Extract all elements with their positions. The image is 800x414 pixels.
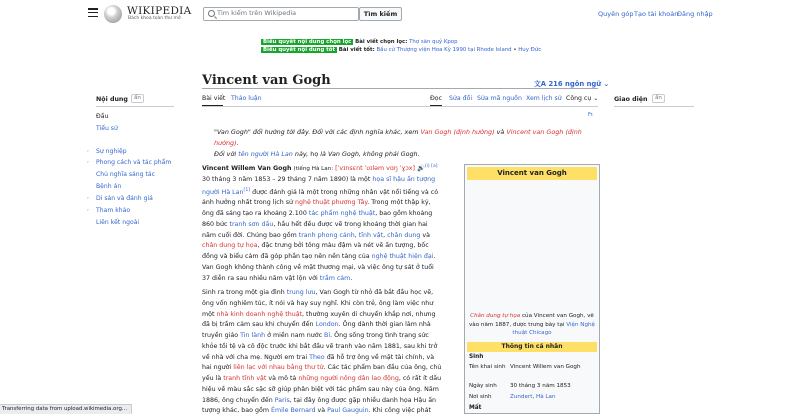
page-title: Vincent van Gogh [202, 73, 331, 88]
hatnote-link[interactable]: tên người Hà Lan [238, 150, 293, 158]
lead-link[interactable]: tác phẩm nghệ thuật [308, 210, 376, 218]
lead-line: đồng và biểu cảm đã góp phần tạo nên nền tảng của nghệ thuật hiện đại. [202, 253, 436, 261]
infobox-birth-section: Sinh [469, 354, 484, 360]
body-text: và mô tả [268, 375, 297, 382]
body-text: hiệu về màu sắc sặc sỡ giúp phân biệt với tác phẩm sau này của ông. Năm [202, 385, 439, 393]
tab-article[interactable]: Bài viết [202, 95, 226, 102]
body-link[interactable]: London [315, 321, 339, 329]
infobox-value: 30 tháng 3 năm 1853 [510, 383, 571, 389]
body-text: đã hỗ trợ ông về mặt tài chính, và [326, 353, 435, 361]
lead-text: và [422, 231, 430, 239]
body-text: Sinh ra trong một gia đình [202, 289, 285, 296]
lead-link[interactable]: trầm cảm [319, 274, 351, 282]
lead-text: 860 bức [202, 220, 228, 228]
hatnote-text: Đối với [214, 150, 237, 158]
infobox-portrait-image[interactable] [495, 185, 569, 273]
lead-link[interactable]: nghệ thuật hiện đại [371, 253, 434, 261]
toc-item-external-links[interactable]: Liên kết ngoài [96, 219, 140, 226]
good-article-link-1[interactable]: Bầu cử Thượng viện Hoa Kỳ 1990 tại Rhode Island [376, 47, 512, 53]
lead-line [202, 198, 462, 209]
country-link[interactable]: Hà Lan [535, 394, 556, 400]
lead-paragraph [202, 162, 462, 284]
body-line [202, 331, 462, 342]
body-text: truyền giáo [202, 332, 239, 339]
wikipedia-tagline: Bách khoa toàn thư mở [128, 16, 181, 21]
chevron-right-icon[interactable]: › [87, 196, 89, 201]
featured-vote-badge[interactable]: Biểu quyết nội dung chọn lọc [263, 39, 352, 45]
lead-text: ảnh hưởng nhất trong lịch sử [202, 199, 293, 207]
chevron-right-icon[interactable]: › [87, 208, 89, 213]
infobox-caption [467, 312, 597, 338]
language-count: 216 ngôn ngữ [548, 80, 602, 88]
body-text: về nhà với cha mẹ. Người em trai [202, 353, 308, 361]
tab-edit[interactable]: Sửa đổi [449, 95, 473, 102]
lead-text: ông đã sáng tạo ra khoảng 2.100 [202, 210, 307, 218]
body-text: hai người [202, 364, 232, 372]
wikipedia-wordmark[interactable]: WIKIPEDIA [127, 5, 192, 17]
infobox-section-header: Thông tin cá nhân [467, 342, 597, 352]
body-text: , Van Gogh từ nhỏ đã bắt đầu học vẽ, [315, 289, 434, 296]
body-text: và [317, 407, 326, 414]
search-input[interactable] [217, 9, 357, 17]
body-line [202, 406, 462, 414]
lead-line [202, 220, 462, 231]
lead-text: 37 diễn ra sau nhiều năm vật lộn với [202, 274, 318, 282]
body-text: . Ông sống trong tình trạng sức [330, 332, 429, 339]
body-text: . Khi công việc phát [368, 407, 431, 414]
good-article-link-2[interactable]: Huy Đức [518, 47, 542, 53]
hatnote-line-1 [214, 127, 582, 138]
lead-line [202, 175, 462, 186]
body-text: đã bị trầm cảm sau khi chuyển đến [202, 321, 314, 329]
hatnote-link[interactable]: hướng) [214, 139, 237, 147]
toc-item-top[interactable]: Đầu [96, 113, 109, 120]
body-text: khỏe tồi tệ và cô độc trước khi bắt đầu vẽ tranh vào năm 1881, sau khi trở [202, 342, 438, 350]
body-line [202, 396, 462, 407]
hatnote-text: và [496, 128, 505, 136]
lead-line [202, 274, 462, 285]
tab-history[interactable]: Xem lịch sử [526, 95, 562, 102]
body-text: . Các tác phẩm ban đầu của ông, chủ [323, 364, 442, 372]
tab-edit-source[interactable]: Sửa mã nguồn [477, 95, 522, 102]
body-text: một [202, 310, 215, 318]
lead-link[interactable]: chân dung tự họa [202, 242, 258, 250]
hatnote-line-3 [214, 149, 420, 160]
chevron-right-icon[interactable]: › [87, 149, 89, 154]
login-link[interactable]: Đăng nhập [677, 10, 713, 18]
body-link[interactable]: Paris [274, 396, 290, 404]
body-paragraph [202, 288, 462, 414]
search-button[interactable]: Tìm kiếm [359, 7, 402, 21]
body-line [202, 374, 462, 385]
toc-item-legacy[interactable]: Di sản và đánh giá [96, 195, 153, 202]
create-account-link[interactable]: Tạo tài khoản [634, 10, 679, 18]
toc-item-references[interactable]: Tham khảo [96, 207, 131, 214]
toc-item-medical[interactable]: Bệnh án [96, 183, 122, 190]
search-box[interactable] [203, 7, 359, 21]
body-line [202, 353, 462, 364]
lead-text: . Trong một thập kỷ, [367, 199, 431, 207]
wikipedia-globe-logo[interactable] [104, 5, 122, 23]
lead-line [202, 186, 462, 199]
caption-text: của Vincent van Gogh, [521, 313, 586, 319]
lead-link[interactable]: người Hà Lan [202, 188, 244, 196]
lead-line [202, 209, 462, 220]
donate-link[interactable]: Quyên góp [598, 10, 634, 18]
ref-link[interactable]: (i) [a] [424, 164, 438, 169]
body-text: , có rất ít dấu [398, 375, 442, 382]
hatnote-link[interactable]: Van Gogh (định hướng) [420, 128, 495, 136]
lead-link[interactable]: nghệ thuật phương Tây [294, 199, 368, 207]
body-link[interactable]: tranh tĩnh vật [223, 375, 267, 382]
hatnote-line-2 [214, 138, 239, 149]
body-line [202, 288, 462, 299]
toc-item-biography[interactable]: Tiểu sử [96, 125, 118, 132]
body-text: , thường xuyên di chuyển khắp nơi, nhưng [302, 310, 436, 318]
lead-line [202, 162, 462, 175]
caption-link[interactable]: Viện [566, 321, 579, 328]
lead-text: năm cuối đời. Chúng bao gồm [202, 231, 297, 239]
featured-article-label: Bài viết chọn lọc: [355, 39, 408, 45]
lead-text: (tiếng Hà Lan: [293, 166, 334, 173]
body-link[interactable]: Paul Gauguin [327, 407, 369, 414]
infobox-value [510, 393, 556, 402]
language-button[interactable] [534, 78, 609, 88]
chevron-right-icon[interactable]: › [87, 160, 89, 165]
tab-read[interactable]: Đọc [430, 95, 442, 102]
separator: , [532, 394, 535, 400]
infobox-title: Vincent van Gogh [467, 167, 597, 180]
infobox-key: Tên khai sinh [469, 364, 506, 370]
toc-heading: Nội dung [96, 96, 128, 103]
hatnote-text: là Van Gogh, không phải Gogh. [320, 150, 420, 158]
hatnote-text: họ [310, 150, 319, 158]
lead-line [202, 241, 462, 252]
body-link[interactable]: nhà kinh doanh nghệ thuật [216, 310, 303, 318]
lead-link[interactable]: tranh phong cảnh [298, 231, 355, 239]
body-text: ông vốn nghiêm túc, ít nói và hay suy nghĩ. Khi còn trẻ, ông làm việc như [202, 299, 434, 307]
body-line [202, 363, 462, 374]
infobox [464, 164, 600, 414]
toc-item-creation[interactable]: Chủ nghĩa sáng tác [96, 171, 155, 178]
lead-line: năm cuối đời. Chúng bao gồm tranh phong cảnh, tĩnh vật, chân dung và [202, 231, 430, 239]
lead-link[interactable]: tranh sơn dầu [229, 220, 274, 228]
separator: • [513, 47, 517, 53]
body-link[interactable]: Émile Bernard [270, 407, 316, 414]
toc-item-career[interactable]: Sự nghiệp [96, 148, 127, 155]
toc-item-style[interactable]: Phong cách và tác phẩm [96, 159, 172, 166]
body-text: tượng khác, bao gồm [202, 407, 269, 414]
lead-link[interactable]: tĩnh vật [358, 231, 384, 239]
lead-text: đồng và biểu cảm đã góp phần tạo nên nền tảng của [202, 253, 370, 261]
main-menu-icon[interactable] [88, 8, 98, 17]
infobox-key: Ngày sinh [469, 383, 497, 389]
body-link[interactable]: Theo [309, 353, 325, 361]
body-text: 1886, ông chuyển đến [202, 396, 273, 404]
appearance-hide-button[interactable]: ẩn [652, 94, 665, 103]
body-text: , tại đây ông được gặp nhiều danh họa Hậu ấn [289, 396, 437, 404]
toc-hide-button[interactable]: ẩn [131, 94, 144, 103]
hatnote-text: này, [294, 150, 309, 158]
body-link[interactable]: liên lạc với nhau bằng thư từ [233, 364, 324, 372]
toc-divider [96, 106, 174, 107]
infobox-death-section: Mất [469, 405, 482, 411]
body-text: ở miền nam nước [267, 332, 323, 339]
chevron-down-icon: ⌄ [593, 95, 599, 102]
hatnote-text: . [236, 139, 239, 147]
infobox-value: Vincent Willem van Gogh [510, 364, 581, 370]
caption-link[interactable]: Chân dung tự họa [470, 313, 521, 319]
tools-label: Công cụ [566, 95, 592, 102]
body-line [202, 310, 462, 321]
caption-text: vẽ vào năm 1887, được trưng bày tại [468, 313, 594, 328]
lead-text: được đánh giá là một trong những nhân vật nổi tiếng và có [252, 188, 439, 196]
appearance-heading: Giao diện [614, 96, 648, 103]
lead-text: Van Gogh không thành công về mặt thương mại, và việc ông tự sát ở tuổi [202, 263, 434, 271]
birthplace-link[interactable]: Zundert [510, 394, 533, 400]
tools-menu[interactable] [566, 95, 598, 102]
body-line [202, 320, 462, 331]
featured-notice-row-2 [261, 46, 541, 55]
lead-text: , hầu hết đều được vẽ trong khoảng thời gian hai [273, 220, 428, 228]
lead-link[interactable]: họa sĩ hậu ấn tượng [372, 175, 436, 183]
ref-link[interactable]: [1] [243, 187, 251, 193]
hatnote-text: "Van Gogh" đổi hướng tới đây. Đối với các định nghĩa khác, xem [214, 128, 419, 136]
good-article-label: Bài viết tốt: [338, 47, 375, 53]
browser-status-bar: Transferring data from upload.wikimedia.org... [0, 404, 132, 414]
body-link[interactable]: Tin lành [240, 332, 266, 339]
caption-link[interactable]: Nghệ thuật Chicago [512, 321, 595, 337]
tabs-divider [202, 106, 598, 107]
search-icon [208, 10, 215, 17]
lead-name: Vincent Willem Van Gogh [202, 165, 292, 173]
lead-text: . [350, 274, 353, 282]
title-underline [202, 88, 598, 89]
body-link[interactable]: những người nông dân lao động [298, 375, 399, 382]
body-link[interactable]: Bỉ [324, 332, 331, 339]
body-link[interactable]: trung lưu [286, 289, 316, 296]
body-text: yếu là [202, 375, 222, 382]
ipa-link[interactable]: [ˈvɪnsɛnt ˈʋɪləm vɑŋ ˈɣɔx] [335, 165, 415, 173]
language-code[interactable]: Fr. [588, 112, 594, 118]
body-line [202, 299, 462, 310]
good-vote-badge[interactable]: Biểu quyết nội dung tốt [263, 47, 336, 53]
lead-text: , bao gồm khoảng [375, 210, 433, 218]
lead-text: , đặc trưng bởi tông màu đậm và nét vẽ ấn tượng, bốc [257, 242, 429, 250]
lead-text: 30 tháng 3 năm 1853 – 29 tháng 7 năm 1890) là một [202, 175, 371, 183]
speaker-icon[interactable]: 🔊 [417, 165, 425, 173]
hatnote-link[interactable]: Vincent van Gogh (định [506, 128, 582, 136]
tab-talk[interactable]: Thảo luận [231, 95, 262, 102]
featured-article-link[interactable]: Thợ săn quỷ Kpop [409, 39, 458, 45]
body-line [202, 342, 462, 353]
translate-icon: 文A [534, 80, 547, 88]
body-line [202, 385, 462, 396]
site-header [0, 0, 800, 28]
lead-line [202, 263, 462, 274]
chevron-down-icon: ⌄ [603, 80, 610, 88]
infobox-key: Nơi sinh [469, 394, 492, 400]
body-text: . Ông dành thời gian làm nhà [338, 321, 431, 329]
lead-link[interactable]: chân dung [387, 231, 421, 239]
appearance-divider [614, 106, 694, 107]
